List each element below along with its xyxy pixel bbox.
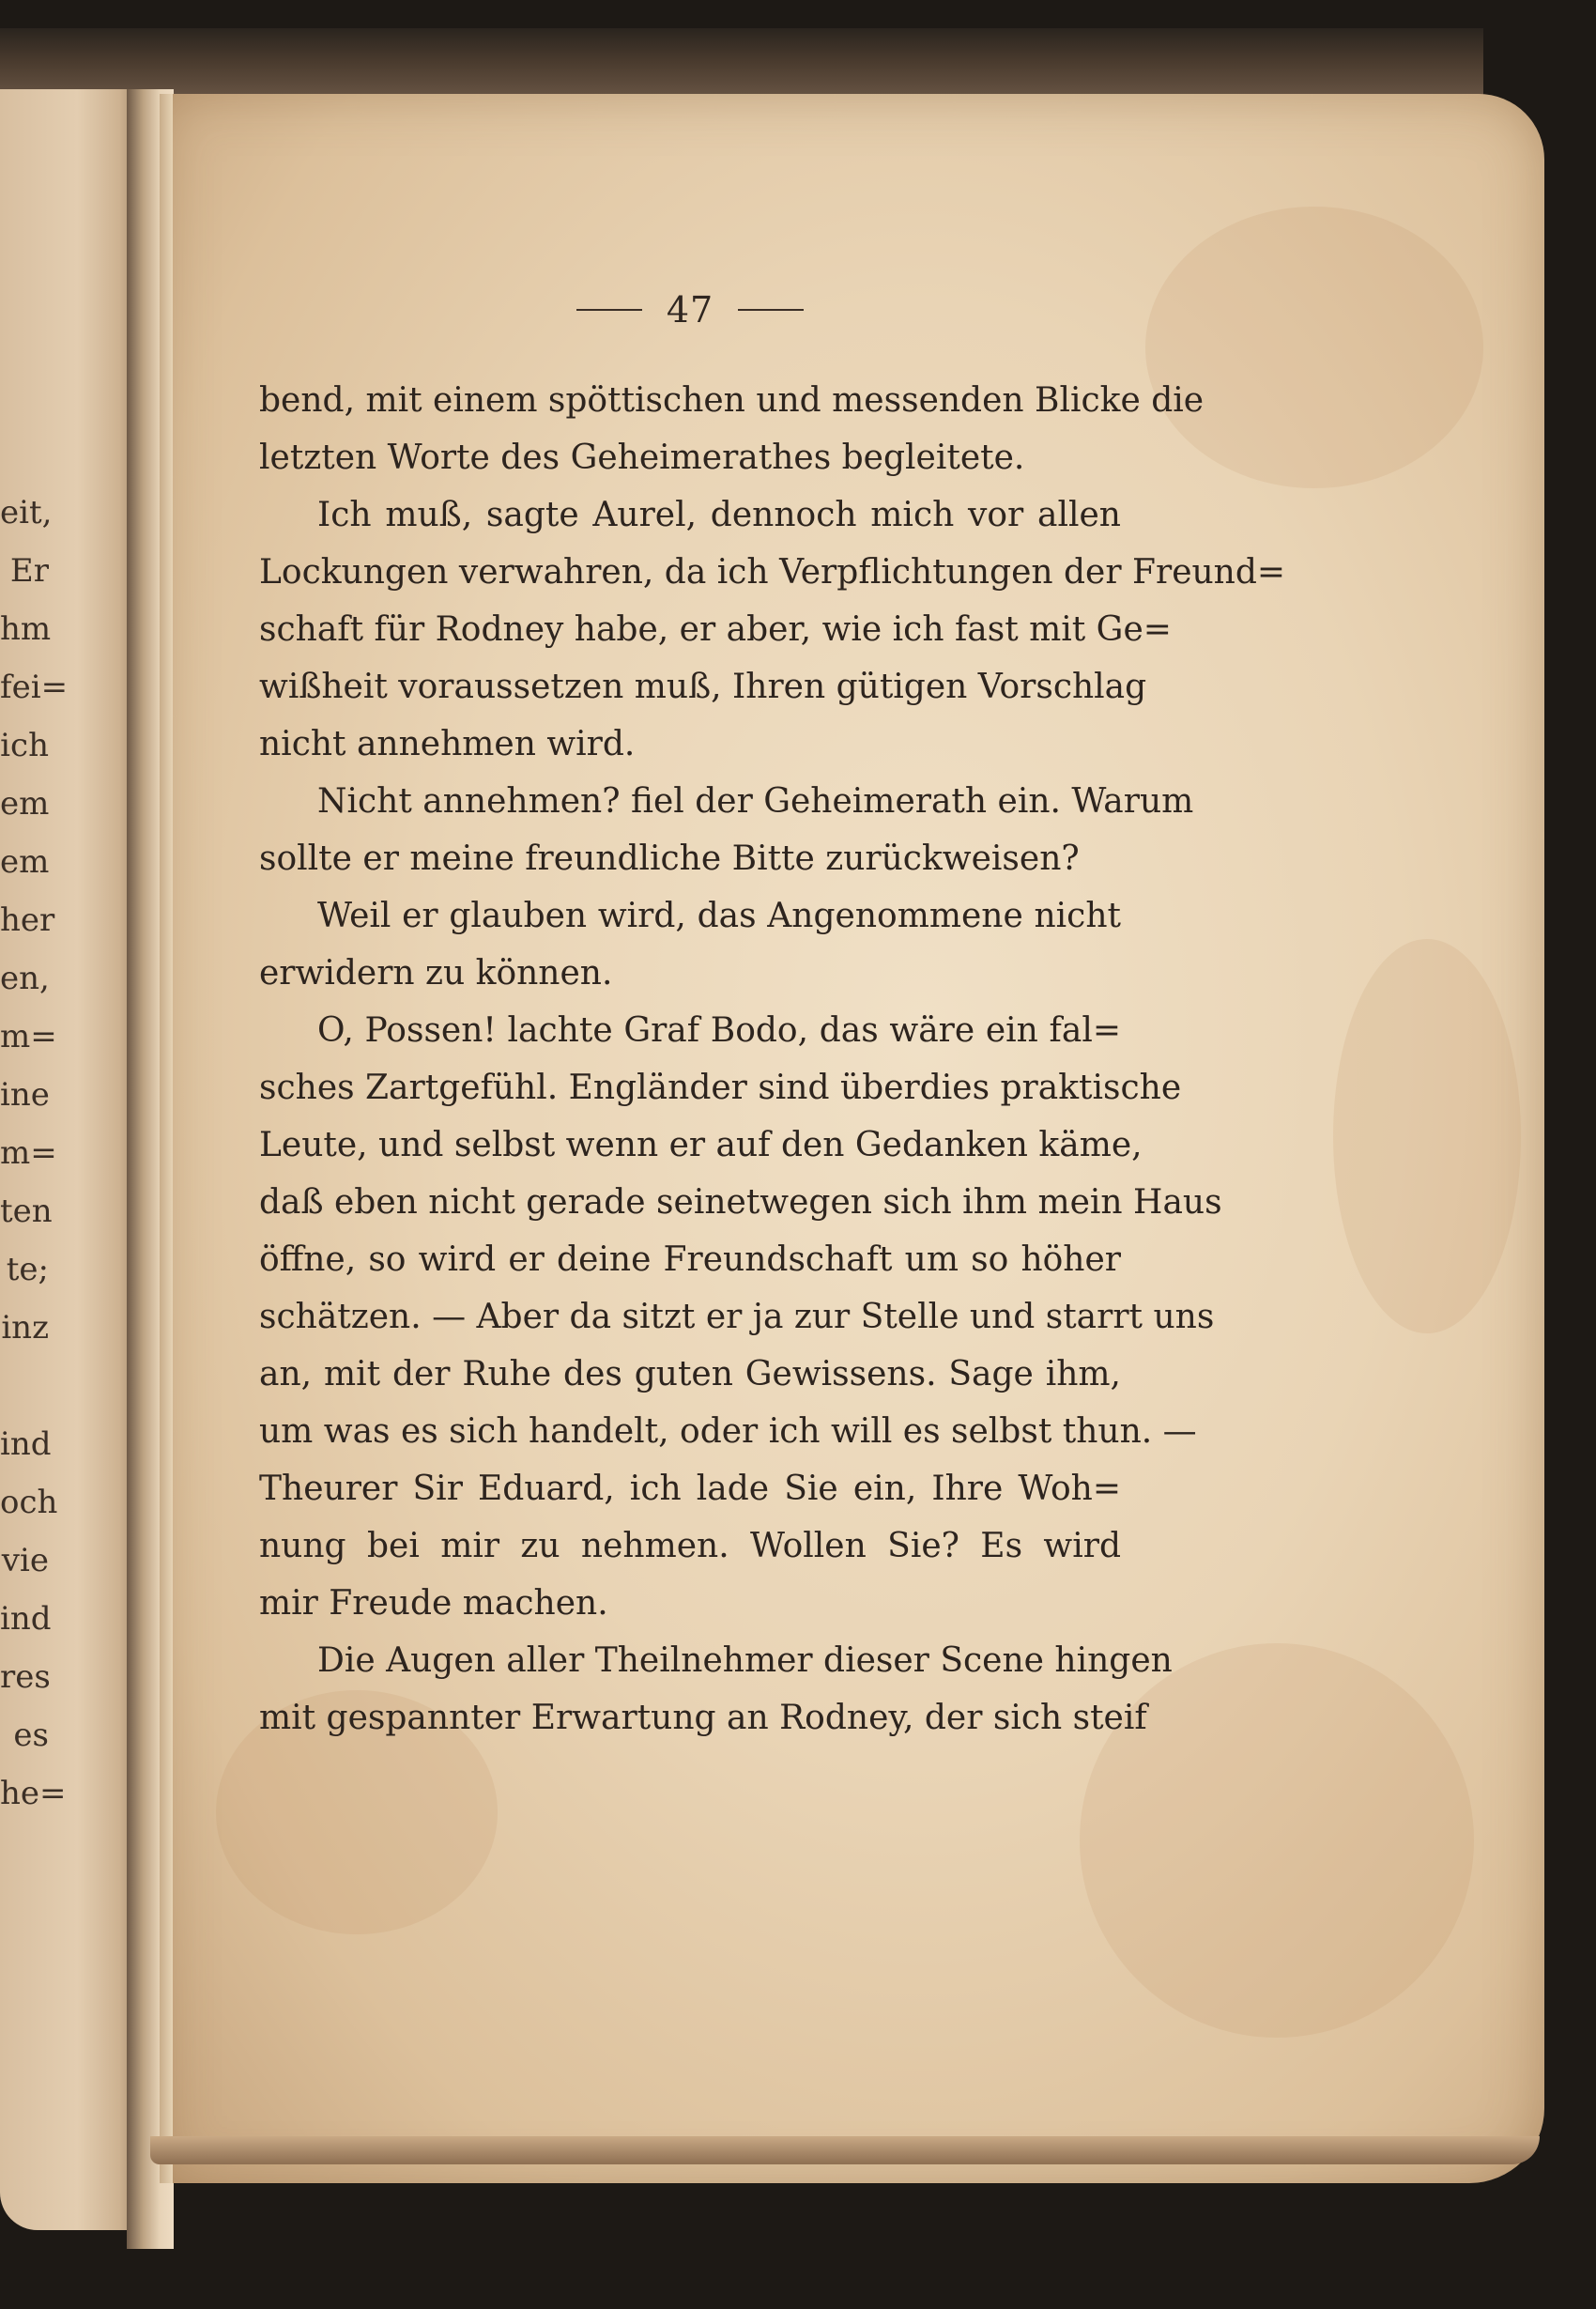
paper-stain — [1333, 939, 1521, 1333]
left-fragment: Er — [9, 552, 49, 590]
left-fragment: em — [0, 843, 50, 881]
text-line: Nicht annehmen? fiel der Geheimerath ein. Warum — [317, 782, 1194, 821]
left-fragment: ind — [0, 1425, 52, 1463]
left-page — [0, 89, 141, 2230]
left-fragment: en, — [0, 960, 50, 997]
page-header — [554, 286, 826, 333]
text-line: mir Freude machen. — [259, 1584, 608, 1623]
left-fragment: te; — [6, 1251, 49, 1288]
left-fragment: vie — [1, 1542, 49, 1579]
text-line: wißheit voraussetzen muß, Ihren gütigen Vorschlag — [259, 668, 1147, 706]
left-fragment: ten — [0, 1193, 53, 1230]
left-fragment: he= — [0, 1775, 67, 1812]
header-dash-left — [576, 309, 642, 311]
body-text — [259, 372, 1286, 1747]
text-line: mit gespannter Erwartung an Rodney, der sich steif — [259, 1699, 1147, 1737]
left-fragment: res — [0, 1658, 51, 1696]
text-line: nung bei mir zu nehmen. Wollen Sie? Es wird — [259, 1527, 1121, 1565]
text-line: Die Augen aller Theilnehmer dieser Scene hingen — [317, 1641, 1173, 1680]
left-fragment: es — [13, 1716, 49, 1754]
header-dash-right — [738, 309, 804, 311]
left-page-text-fragments — [0, 484, 69, 1823]
left-fragment: ind — [0, 1600, 52, 1638]
page-number: 47 — [666, 289, 714, 331]
left-fragment: eit, — [0, 494, 53, 531]
text-line: schaft für Rodney habe, er aber, wie ich fast mit Ge= — [259, 610, 1172, 649]
left-fragment: hm — [0, 610, 52, 648]
text-line: um was es sich handelt, oder ich will es selbst thun. — — [259, 1412, 1197, 1451]
text-line: sollte er meine freundliche Bitte zurückweisen? — [259, 839, 1080, 878]
left-fragment: em — [0, 785, 50, 823]
text-line: Ich muß, sagte Aurel, dennoch mich vor allen — [317, 496, 1121, 534]
text-line: sches Zartgefühl. Engländer sind überdies praktische — [259, 1069, 1182, 1107]
text-line: Theurer Sir Eduard, ich lade Sie ein, Ihre Woh= — [259, 1470, 1121, 1508]
text-line: öffne, so wird er deine Freundschaft um so höher — [259, 1240, 1121, 1279]
text-line: Lockungen verwahren, da ich Verpflichtungen der Freund= — [259, 553, 1286, 592]
left-fragment: m= — [0, 1134, 57, 1172]
paper-stain — [1145, 207, 1483, 488]
left-fragment: m= — [0, 1018, 57, 1055]
text-line: O, Possen! lachte Graf Bodo, das wäre ein fal= — [317, 1011, 1121, 1050]
text-line: Weil er glauben wird, das Angenommene nicht — [317, 897, 1121, 935]
left-fragment: ich — [0, 727, 49, 764]
book-bottom-edge — [150, 2136, 1540, 2164]
left-fragment: ine — [0, 1076, 50, 1114]
left-fragment — [0, 1357, 49, 1415]
text-line: erwidern zu können. — [259, 954, 613, 993]
text-line: daß eben nicht gerade seinetwegen sich ihm mein Haus — [259, 1183, 1222, 1222]
text-line: letzten Worte des Geheimerathes begleitete. — [259, 439, 1025, 477]
left-fragment: inz — [1, 1309, 49, 1347]
text-line: Leute, und selbst wenn er auf den Gedanken käme, — [259, 1126, 1143, 1164]
left-fragment: her — [0, 901, 55, 939]
text-line: nicht annehmen wird. — [259, 725, 636, 763]
left-fragment: fei= — [0, 669, 69, 706]
text-line: an, mit der Ruhe des guten Gewissens. Sage ihm, — [259, 1355, 1121, 1393]
left-fragment: och — [0, 1484, 58, 1521]
text-line: schätzen. — Aber da sitzt er ja zur Stelle und starrt uns — [259, 1298, 1215, 1336]
text-line: bend, mit einem spöttischen und messenden Blicke die — [259, 381, 1205, 420]
